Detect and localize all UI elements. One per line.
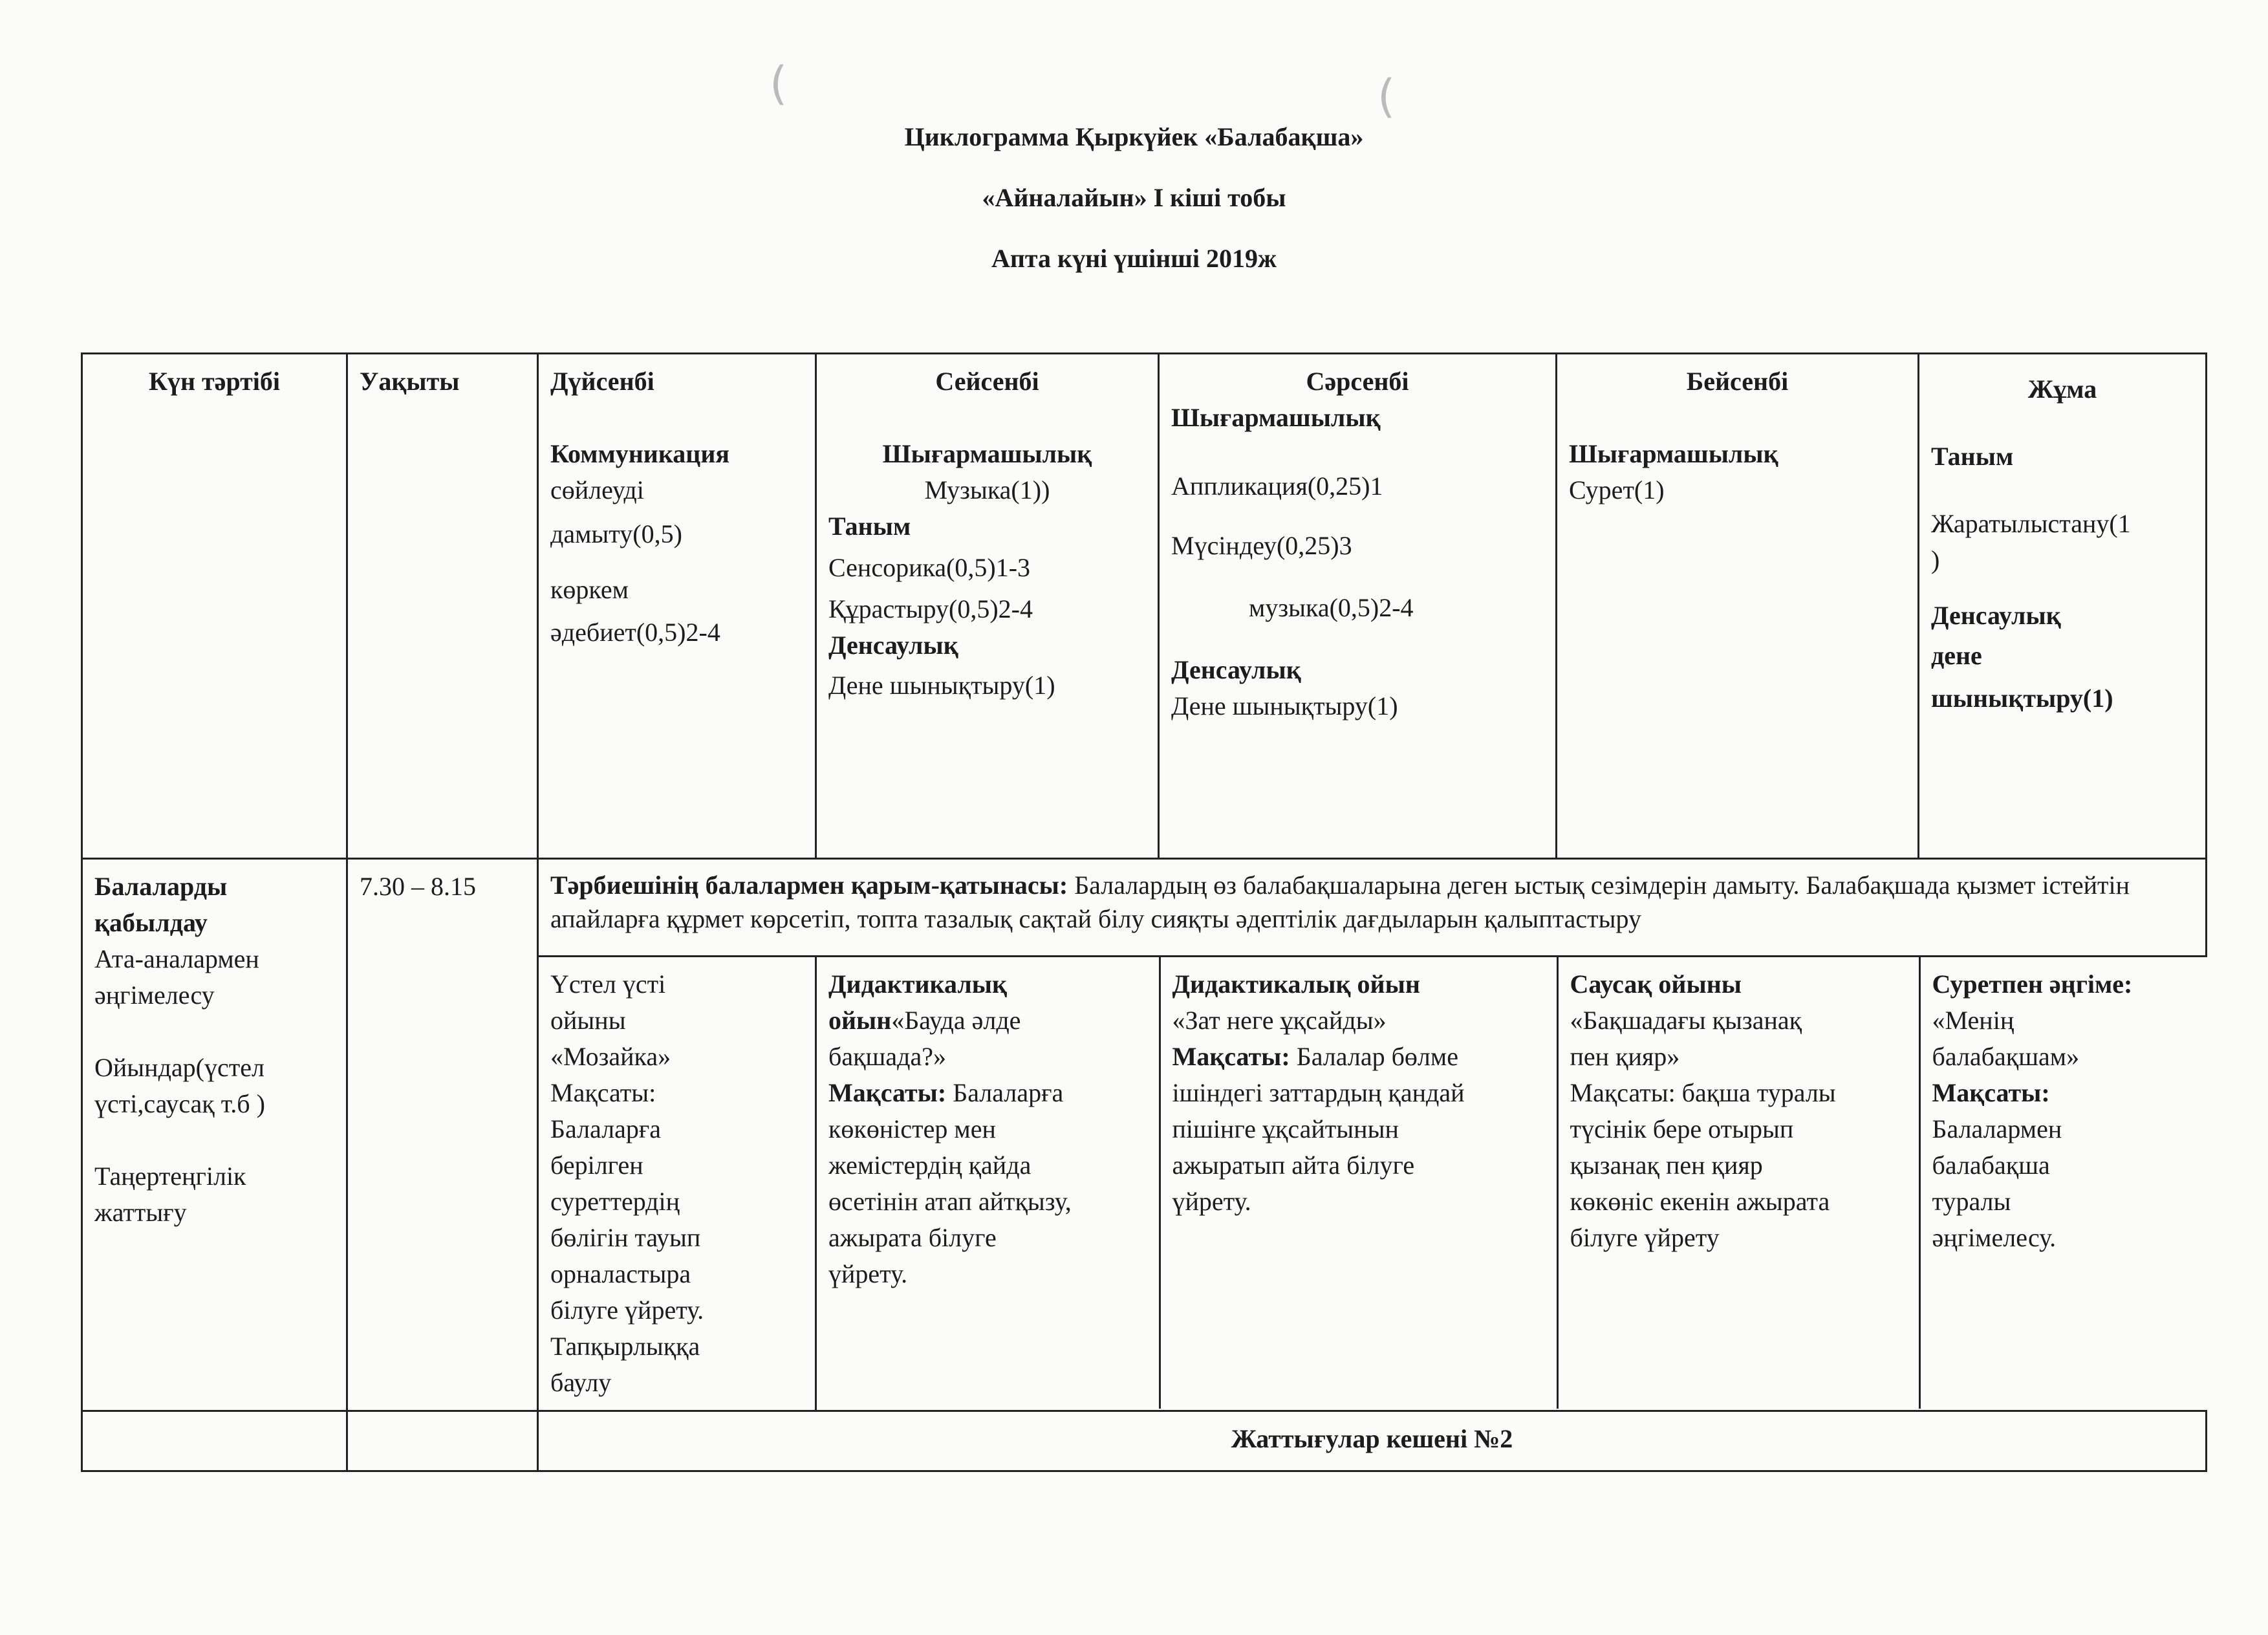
- activity-line: балабақшам»: [1932, 1042, 2080, 1071]
- thursday-area: Шығармашылық: [1569, 439, 1778, 468]
- tuesday-area: Таным: [828, 512, 911, 541]
- activity-title: Саусақ ойыны: [1570, 969, 1742, 999]
- activity-line: Мақсаты:: [550, 1078, 656, 1107]
- interaction-text: Балалардың өз балабақшаларына деген ыстық сезімдерін дамыту. Балабақшада қызмет істейтін апайларға құрмет көрсетіп, топта тазалық сақтай білу сияқты әдептілік дағдыларын қалыптастыру: [550, 871, 2130, 933]
- goal-line: үйрету.: [828, 1259, 908, 1288]
- goal-line: жемістердің қайда: [828, 1151, 1031, 1180]
- document-title: Циклограмма Қыркүйек «Балабақша»: [904, 122, 1364, 151]
- routine-title: Балаларды: [94, 872, 228, 901]
- schedule-table: [81, 352, 2207, 1472]
- goal-line: үйрету.: [1172, 1187, 1251, 1216]
- activity-line: көкөніс екенін ажырата: [1570, 1187, 1830, 1216]
- routine-title: қабылдау: [94, 908, 208, 937]
- scan-mark-left: (: [770, 57, 788, 110]
- monday-activity: [538, 957, 816, 1411]
- activity-line: қызанақ пен қияр: [1570, 1151, 1763, 1180]
- document-header: [0, 123, 2268, 305]
- col-routine: Күн тәртібі: [82, 354, 347, 859]
- activity-line: білуге үйрету: [1570, 1223, 1720, 1252]
- tuesday-area: Денсаулық: [828, 631, 958, 660]
- group-name: «Айналайын» І кіші тобы: [982, 183, 1286, 212]
- goal-line: ажырата білуге: [828, 1223, 997, 1252]
- activity-title: ойын: [828, 1006, 892, 1035]
- time-cell: 7.30 – 8.15: [347, 859, 538, 1411]
- activity-line: «Мозайка»: [550, 1042, 671, 1071]
- goal-label: Мақсаты:: [1172, 1042, 1290, 1071]
- activity-line: балабақша: [1932, 1151, 2050, 1180]
- routine-line: Ата-аналармен: [94, 944, 259, 973]
- activities-subtable: [817, 957, 2207, 1409]
- wednesday-area: Шығармашылық: [1171, 403, 1381, 432]
- exercise-routine-empty: [82, 1411, 347, 1471]
- activity-line: баулу: [550, 1368, 612, 1397]
- monday-line: дамыту(0,5): [550, 519, 682, 548]
- thursday-activity: [1557, 957, 1919, 1409]
- activities-group: [816, 957, 2207, 1411]
- col-friday: [1919, 354, 2207, 859]
- wednesday-line: Дене шынықтыру(1): [1171, 691, 1398, 720]
- friday-area-line: шынықтыру(1): [1931, 684, 2113, 713]
- monday-line: әдебиет(0,5)2-4: [550, 618, 720, 647]
- goal-line: өсетінін атап айтқызу,: [828, 1187, 1072, 1216]
- col-wednesday: [1159, 354, 1557, 859]
- col-tuesday: [816, 354, 1159, 859]
- tuesday-line: Музыка(1)): [924, 475, 1050, 504]
- activity-line: білуге үйрету.: [550, 1295, 704, 1325]
- wednesday-line: Аппликация(0,25)1: [1171, 471, 1383, 501]
- routine-line: әңгімелесу: [94, 980, 215, 1010]
- activity-line: әңгімелесу.: [1932, 1223, 2057, 1252]
- exercise-complex: Жаттығулар кешені №2: [538, 1411, 2207, 1471]
- activity-title: Дидактикалық ойын: [1172, 969, 1420, 999]
- col-monday: [538, 354, 816, 859]
- activity-line: суреттердің: [550, 1187, 680, 1216]
- activity-line: «Бақшадағы қызанақ: [1570, 1006, 1802, 1035]
- tuesday-activity: [817, 957, 1160, 1409]
- week-label: Апта күні үшінші 2019ж: [991, 244, 1277, 273]
- goal-label: Мақсаты:: [1932, 1078, 2050, 1107]
- tuesday-line: Құрастыру(0,5)2-4: [828, 594, 1033, 623]
- col-thursday: [1557, 354, 1919, 859]
- monday-line: көркем: [550, 575, 629, 604]
- goal-label: Мақсаты:: [828, 1078, 947, 1107]
- routine-line: Таңертеңгілік: [94, 1162, 246, 1191]
- activity-subtitle: «Зат неге ұқсайды»: [1172, 1006, 1387, 1035]
- friday-line: Жаратылыстану(1: [1931, 509, 2131, 538]
- routine-line: үсті,саусақ т.б ): [94, 1089, 265, 1118]
- thursday-day: Бейсенбі: [1686, 367, 1789, 396]
- thursday-line: Сурет(1): [1569, 475, 1665, 504]
- activity-line: Тапқырлыққа: [550, 1332, 700, 1361]
- activity-title: Дидактикалық: [828, 969, 1008, 999]
- tuesday-line: Сенсорика(0,5)1-3: [828, 553, 1031, 582]
- goal-text: Балалар бөлме: [1290, 1042, 1458, 1071]
- friday-area: Таным: [1931, 442, 2014, 471]
- activity-line: Балалармен: [1932, 1114, 2062, 1143]
- activity-title: бақшада?»: [828, 1042, 946, 1071]
- wednesday-activity: [1160, 957, 1557, 1409]
- activity-line: орналастыра: [550, 1259, 691, 1288]
- activity-line: берілген: [550, 1151, 643, 1180]
- tuesday-day: Сейсенбі: [935, 367, 1039, 396]
- routine-line: жаттығу: [94, 1198, 187, 1227]
- interaction-cell: [538, 859, 2207, 957]
- exercise-row: [82, 1411, 2207, 1471]
- activity-line: туралы: [1932, 1187, 2011, 1216]
- activity-line: Үстел үсті: [550, 969, 666, 999]
- friday-line: ): [1931, 545, 1940, 574]
- activity-line: түсінік бере отырып: [1570, 1114, 1794, 1143]
- header-row: [82, 354, 2207, 859]
- exercise-time-empty: [347, 1411, 538, 1471]
- scan-mark-right: (: [1377, 70, 1396, 123]
- activity-title-rest: «Бауда әлде: [891, 1006, 1021, 1035]
- routine-cell: [82, 859, 347, 1411]
- goal-text: Балаларға: [946, 1078, 1064, 1107]
- activity-line: ойыны: [550, 1006, 626, 1035]
- activity-line: бөлігін тауып: [550, 1223, 701, 1252]
- friday-area: Денсаулық: [1931, 601, 2061, 630]
- monday-area: Коммуникация: [550, 439, 730, 468]
- wednesday-line: Мүсіндеу(0,25)3: [1171, 531, 1352, 560]
- wednesday-area: Денсаулық: [1171, 655, 1301, 684]
- col-time: Уақыты: [347, 354, 538, 859]
- routine-line: Ойындар(үстел: [94, 1053, 265, 1082]
- goal-line: ажыратып айта білуге: [1172, 1151, 1415, 1180]
- monday-line: сөйлеуді: [550, 475, 644, 504]
- activity-title: Суретпен әңгіме:: [1932, 969, 2133, 999]
- activity-line: Мақсаты: бақша туралы: [1570, 1078, 1836, 1107]
- monday-day: Дүйсенбі: [550, 367, 654, 396]
- interaction-label: Тәрбиешінің балалармен қарым-қатынасы:: [550, 871, 1068, 900]
- wednesday-day: Сәрсенбі: [1306, 367, 1409, 396]
- activity-line: Балаларға: [550, 1114, 662, 1143]
- activity-line: пен қияр»: [1570, 1042, 1680, 1071]
- friday-activity: [1919, 957, 2207, 1409]
- goal-line: ішіндегі заттардың қандай: [1172, 1078, 1465, 1107]
- friday-area-line: дене: [1931, 641, 1982, 670]
- tuesday-area: Шығармашылық: [882, 439, 1092, 468]
- goal-line: пішінге ұқсайтынын: [1172, 1114, 1399, 1143]
- goal-line: көкөністер мен: [828, 1114, 996, 1143]
- activity-line: «Менің: [1932, 1006, 2014, 1035]
- tuesday-line: Дене шынықтыру(1): [828, 671, 1055, 700]
- friday-day: Жұма: [2027, 374, 2097, 404]
- wednesday-line: музыка(0,5)2-4: [1249, 593, 1414, 622]
- reception-row: [82, 859, 2207, 957]
